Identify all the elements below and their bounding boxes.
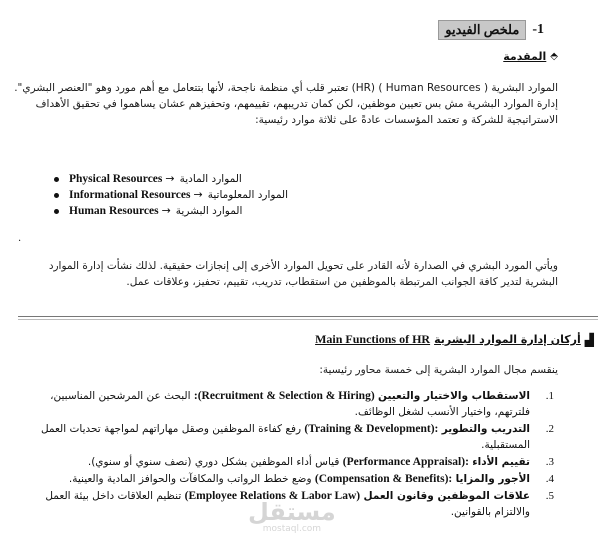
function-title-en: (Employee Relations & Labor Law) bbox=[184, 490, 361, 502]
list-item bbox=[13, 454, 554, 470]
arrow-icon: → bbox=[193, 188, 203, 201]
function-title-ar: علاقات الموظفين وقانون العمل bbox=[363, 490, 530, 502]
function-desc: رفع كفاءة الموظفين وصقل مهاراتهم لمواجهة تحديات العمل المستقبلية. bbox=[40, 423, 530, 451]
list-item bbox=[54, 187, 288, 203]
section-heading bbox=[438, 20, 544, 40]
watermark-logo bbox=[248, 500, 336, 534]
item-number: .3 bbox=[545, 456, 554, 468]
resource-ar: الموارد المادية bbox=[179, 173, 242, 185]
intro-label: المقدمة bbox=[503, 50, 547, 63]
diamond-bullet-icon: ⬘ bbox=[550, 51, 558, 62]
bullet-icon bbox=[54, 177, 59, 182]
stray-dot: . bbox=[18, 233, 22, 244]
intro-heading bbox=[503, 50, 558, 63]
function-title-ar: الاستقطاب والاختيار والتعيين bbox=[378, 390, 530, 402]
item-number: .4 bbox=[545, 473, 554, 485]
function-title-ar: التدريب والتطوير bbox=[441, 423, 530, 435]
functions-title-en: Main Functions of HR bbox=[315, 332, 431, 346]
heading-number: 1- bbox=[532, 22, 544, 37]
function-title-ar: تقييم الأداء bbox=[472, 456, 530, 468]
watermark-en: mostaql.com bbox=[262, 524, 322, 534]
list-item bbox=[13, 421, 554, 453]
function-title-ar: الأجور والمزايا bbox=[455, 473, 530, 485]
item-number: .5 bbox=[545, 490, 554, 502]
resource-en: Human Resources bbox=[69, 205, 159, 217]
function-title-en: :(Training & Development) bbox=[304, 423, 439, 435]
divider bbox=[18, 319, 598, 320]
hr-importance-paragraph: ويأتي المورد البشري في الصدارة لأنه القادر على تحويل الموارد الأخرى إلى إنجازات حقيقية. لذلك نشأت إدارة الموارد البشرية لتدير كافة الجوانب المرتبطة بالموظفين من استقطاب، تدريب، تقييم، تحفيز، وعلاقات عمل. bbox=[48, 260, 558, 288]
item-number: .1 bbox=[545, 390, 554, 402]
function-desc: تنظيم العلاقات داخل بيئة العمل والالتزام بالقوانين. bbox=[45, 490, 530, 518]
watermark-ar: مستقل bbox=[248, 498, 336, 526]
divider bbox=[18, 316, 598, 317]
list-item bbox=[54, 203, 288, 219]
resource-en: Informational Resources bbox=[69, 189, 191, 201]
function-desc: قياس أداء الموظفين بشكل دوري (نصف سنوي أو سنوي). bbox=[87, 456, 340, 468]
bullet-icon bbox=[54, 193, 59, 198]
function-title-en: :(Performance Appraisal) bbox=[342, 456, 469, 468]
chart-icon: ▟ bbox=[584, 332, 594, 347]
list-item bbox=[13, 388, 554, 420]
bullet-icon bbox=[54, 209, 59, 214]
resource-en: Physical Resources bbox=[69, 173, 163, 185]
resources-list bbox=[54, 171, 288, 219]
functions-title-ar: أركان إدارة الموارد البشرية bbox=[434, 333, 581, 346]
list-item bbox=[54, 171, 288, 187]
arrow-icon: → bbox=[161, 204, 171, 217]
function-title-en: (Recruitment & Selection & Hiring): bbox=[193, 390, 375, 402]
resource-ar: الموارد المعلوماتية bbox=[207, 189, 289, 201]
functions-intro: ينقسم مجال الموارد البشرية إلى خمسة محاور رئيسية: bbox=[319, 364, 558, 376]
intro-paragraph: الموارد البشرية ( Human Resources ) (HR) تعتبر قلب أي منظمة ناجحة، لأنها بتتعامل مع أهم مورد وهو "العنصر البشري". إدارة الموارد البشرية مش بس تعيين موظفين، لكن كمان تدريبهم، تقييمهم، وتحفيزهم عشان يساهموا في تحقيق الأهداف الاستراتيجية للشركة و تعتمد المؤسسات عادةً على ثلاثة موارد رئيسية: bbox=[14, 82, 558, 126]
function-desc: وضع خطط الرواتب والمكافآت والحوافز المادية والعينية. bbox=[68, 473, 312, 485]
heading-title: ملخص الفيديو bbox=[438, 20, 526, 40]
functions-heading bbox=[315, 332, 594, 347]
resource-ar: الموارد البشرية bbox=[175, 205, 243, 217]
function-desc: البحث عن المرشحين المناسبين، فلترتهم، واختيار الأنسب لشغل الوظائف. bbox=[50, 390, 530, 418]
function-title-en: :(Compensation & Benefits) bbox=[314, 473, 453, 485]
list-item bbox=[13, 471, 554, 487]
item-number: .2 bbox=[545, 423, 554, 435]
arrow-icon: → bbox=[165, 172, 175, 185]
